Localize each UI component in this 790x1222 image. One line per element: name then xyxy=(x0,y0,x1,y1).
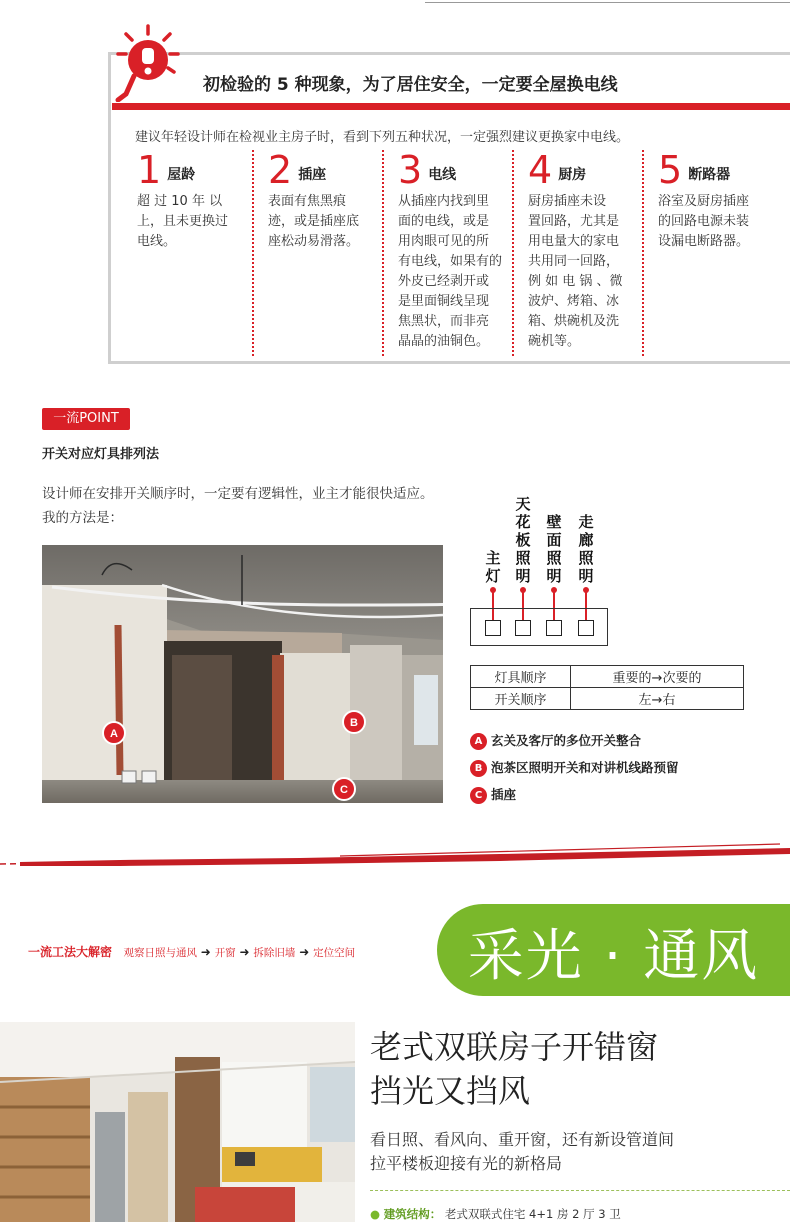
section-banner xyxy=(437,904,790,996)
item-body xyxy=(528,192,642,352)
legend-marker: C xyxy=(470,787,487,804)
item-line: 从插座内找到里 xyxy=(398,194,490,209)
header-rule xyxy=(425,2,790,3)
method-step: 开窗 xyxy=(214,947,236,959)
item-line: 厨房插座未设 xyxy=(528,194,607,209)
table-row xyxy=(471,688,744,710)
item-line: 超 过 10 年 以 xyxy=(137,194,223,209)
legend-marker: B xyxy=(470,760,487,777)
switch-4 xyxy=(578,620,594,636)
pointer-dot xyxy=(490,587,496,593)
warning-item-kitchen xyxy=(512,150,642,356)
legend-item-a xyxy=(470,731,641,750)
construction-room-photo xyxy=(42,545,443,803)
item-line: 例 如 电 锅 、微 xyxy=(528,274,623,289)
method-step: 定位空间 xyxy=(313,947,356,959)
bullet-icon: ● xyxy=(370,1207,381,1221)
legend-text: 插座 xyxy=(491,787,517,802)
item-line: 用肉眼可见的所 xyxy=(398,234,490,249)
item-line: 置回路，尤其是 xyxy=(528,214,620,229)
point-paragraph: 设计师在安排开关顺序时，一定要有逻辑性，业主才能很快适应。 xyxy=(42,486,434,502)
item-number: 2 xyxy=(268,148,293,192)
label-wall-light: 壁面照明 xyxy=(546,513,562,585)
item-line: 碗机等。 xyxy=(528,334,581,349)
structure-label: 建筑结构： xyxy=(383,1207,442,1221)
label-ceiling-light: 天花板照明 xyxy=(515,495,531,585)
method-step: 拆除旧墙 xyxy=(253,947,296,959)
pointer-dot xyxy=(551,587,557,593)
pointer-dot xyxy=(520,587,526,593)
item-line: 面的电线，或是 xyxy=(398,214,490,229)
building-structure xyxy=(370,1206,621,1222)
order-table xyxy=(470,665,744,710)
item-line: 座松动易滑落。 xyxy=(268,234,360,249)
marker-c: C xyxy=(340,784,348,796)
item-line: 表面有焦黑痕 xyxy=(268,194,347,209)
item-line: 共用同一回路， xyxy=(528,254,620,269)
warning-item-breaker xyxy=(642,150,790,356)
label-corridor-light: 走廊照明 xyxy=(578,513,594,585)
arrow-icon: ➜ xyxy=(239,945,250,959)
marker-b: B xyxy=(350,717,358,729)
item-line: 波炉、烤箱、冰 xyxy=(528,294,620,309)
legend-marker: A xyxy=(470,733,487,750)
warning-item-age xyxy=(123,150,251,356)
arrow-icon: ➜ xyxy=(200,945,211,959)
item-line: 用电量大的家电 xyxy=(528,234,620,249)
item-line: 设漏电断路器。 xyxy=(658,234,750,249)
dashed-divider xyxy=(370,1190,790,1191)
item-number: 1 xyxy=(137,148,162,192)
item-line: 晶晶的油铜色。 xyxy=(398,334,490,349)
table-cell: 灯具顺序 xyxy=(471,666,571,688)
item-line: 上，且未更换过 xyxy=(137,214,229,229)
switch-3 xyxy=(546,620,562,636)
item-body xyxy=(137,192,251,252)
brush-divider xyxy=(0,842,790,872)
item-body xyxy=(268,192,382,252)
warning-item-socket xyxy=(252,150,382,356)
article-subtitle-2: 拉平楼板迎接有光的新格局 xyxy=(370,1154,563,1173)
kitchen-photo xyxy=(0,1022,355,1222)
legend-text: 玄关及客厅的多位开关整合 xyxy=(491,733,642,748)
item-line: 电线。 xyxy=(137,234,177,249)
item-heading: 插座 xyxy=(298,167,327,183)
item-line: 箱、烘碗机及洗 xyxy=(528,314,620,329)
article-headline-1: 老式双联房子开错窗 xyxy=(370,1028,659,1066)
item-line: 迹，或是插座底 xyxy=(268,214,360,229)
legend-item-c xyxy=(470,785,516,804)
switch-1 xyxy=(485,620,501,636)
warning-item-wire xyxy=(382,150,512,356)
switch-2 xyxy=(515,620,531,636)
item-number: 3 xyxy=(398,148,423,192)
table-cell: 开关顺序 xyxy=(471,688,571,710)
table-cell: 重要的→次要的 xyxy=(571,666,744,688)
item-body xyxy=(398,192,512,352)
item-number: 4 xyxy=(528,148,553,192)
item-line: 有电线，如果有的 xyxy=(398,254,503,269)
article-subtitle-1: 看日照、看风向、重开窗，还有新设管道间 xyxy=(370,1130,675,1149)
legend-item-b xyxy=(470,758,679,777)
article-headline-2: 挡光又挡风 xyxy=(370,1072,531,1110)
marker-a: A xyxy=(110,728,118,740)
warning-title: 初检验的 5 种现象，为了居住安全，一定要全屋换电线 xyxy=(203,75,618,95)
item-body xyxy=(658,192,790,252)
top-strip xyxy=(0,0,790,8)
item-heading: 厨房 xyxy=(558,167,587,183)
table-row xyxy=(471,666,744,688)
method-label: 一流工法大解密 xyxy=(28,945,113,959)
item-line: 焦黑状，而非亮 xyxy=(398,314,490,329)
warning-red-line xyxy=(112,103,790,110)
banner-text: 采光 · 通风 xyxy=(467,924,760,989)
item-heading: 屋龄 xyxy=(167,167,196,183)
item-number: 5 xyxy=(658,148,683,192)
structure-value: 老式双联式住宅 4+1 房 2 厅 3 卫 xyxy=(444,1207,621,1221)
label-main-light: 主灯 xyxy=(485,549,501,585)
point-title: 开关对应灯具排列法 xyxy=(42,447,160,462)
warning-intro: 建议年轻设计师在检视业主房子时，看到下列五种状况，一定强烈建议更换家中电线。 xyxy=(135,130,630,145)
item-line: 的回路电源未装 xyxy=(658,214,750,229)
item-line: 浴室及厨房插座 xyxy=(658,194,750,209)
warning-columns xyxy=(123,150,790,358)
item-heading: 电线 xyxy=(428,167,457,183)
lightbulb-warning-icon xyxy=(112,22,194,102)
method-step: 观察日照与通风 xyxy=(123,947,197,959)
item-line: 外皮已经剥开或 xyxy=(398,274,490,289)
table-cell: 左→右 xyxy=(571,688,744,710)
item-heading: 断路器 xyxy=(688,167,731,183)
point-badge: 一流POINT xyxy=(42,408,130,430)
arrow-icon: ➜ xyxy=(299,945,310,959)
legend-text: 泡茶区照明开关和对讲机线路预留 xyxy=(491,760,679,775)
method-breadcrumb xyxy=(28,943,355,960)
pointer-dot xyxy=(583,587,589,593)
item-line: 是里面铜线呈现 xyxy=(398,294,490,309)
point-paragraph-2: 我的方法是： xyxy=(42,510,123,526)
